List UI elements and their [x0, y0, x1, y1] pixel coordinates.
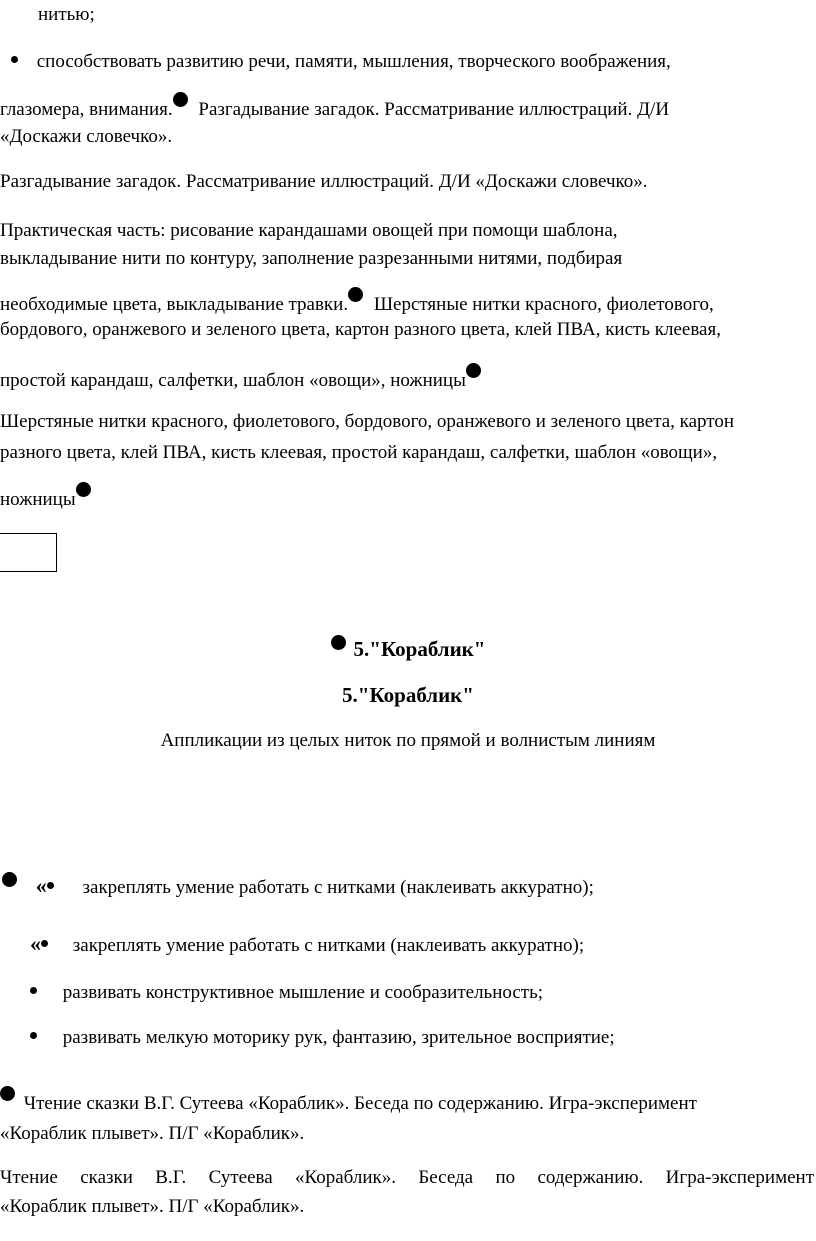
text-line [0, 1086, 697, 1113]
bullet-icon [2, 872, 17, 887]
text-line [0, 482, 91, 509]
section-heading [0, 635, 816, 662]
empty-box [0, 533, 57, 572]
text-line: бордового, оранжевого и зеленого цвета, картон разного цвета, клей ПВА, кисть клеевая, [0, 319, 721, 340]
text-fragment: глазомера, внимания. [0, 99, 173, 120]
list-item-text: развивать мелкую моторику рук, фантазию, зрительное восприятие; [62, 1027, 615, 1048]
list-item [0, 1028, 615, 1047]
bullet-icon [76, 482, 91, 497]
bullet-icon [466, 363, 481, 378]
bullet-icon [47, 882, 54, 889]
bullet-icon [173, 92, 188, 107]
text-fragment: ножницы [0, 489, 76, 510]
quote-mark: « [30, 931, 41, 956]
heading-text: 5."Кораблик" [353, 637, 486, 661]
text-line: Шерстяные нитки красного, фиолетового, бордового, оранжевого и зеленого цвета, картон [0, 411, 735, 432]
list-item-text: закреплять умение работать с нитками (наклеивать аккуратно); [72, 935, 585, 956]
text-line: «Кораблик плывет». П/Г «Кораблик». [0, 1123, 305, 1144]
text-line: выкладывание нити по контуру, заполнение разрезанными нитями, подбирая [0, 248, 623, 269]
bullet-icon [0, 1086, 15, 1101]
text-line: Чтение сказки В.Г. Сутеева «Кораблик». Беседа по содержанию. Игра-эксперимент [0, 1167, 814, 1188]
list-item [0, 983, 543, 1002]
list-item [0, 872, 594, 897]
text-line [0, 287, 714, 314]
text-line: «Кораблик плывет». П/Г «Кораблик». [0, 1196, 305, 1217]
text-fragment: Разгадывание загадок. Рассматривание иллюстраций. Д/И [198, 99, 670, 120]
list-item [0, 52, 671, 71]
bullet-icon [331, 635, 346, 650]
text-line [0, 92, 669, 119]
text-line: «Доскажи словечко». [0, 126, 173, 147]
text-line: разного цвета, клей ПВА, кисть клеевая, простой карандаш, салфетки, шаблон «овощи», [0, 442, 718, 463]
bullet-icon [11, 56, 18, 63]
quote-mark: « [35, 873, 47, 898]
list-item [0, 933, 584, 955]
text-fragment: простой карандаш, салфетки, шаблон «овощи», ножницы [0, 370, 466, 391]
text-fragment: необходимые цвета, выкладывание травки. [0, 294, 349, 315]
text-line: нитью; [38, 4, 95, 25]
text-line: Практическая часть: рисование карандашами овощей при помощи шаблона, [0, 220, 618, 241]
bullet-icon [30, 987, 37, 994]
bullet-icon [30, 1032, 37, 1039]
list-item-text: способствовать развитию речи, памяти, мышления, творческого воображения, [36, 51, 671, 72]
subtitle: Аппликации из целых ниток по прямой и волнистым линиям [160, 730, 656, 751]
list-item-text: развивать конструктивное мышление и сообразительность; [62, 982, 544, 1003]
list-item-text: закреплять умение работать с нитками (наклеивать аккуратно); [82, 877, 594, 898]
section-heading: 5."Кораблик" [342, 683, 474, 707]
bullet-icon [348, 287, 363, 302]
bullet-icon [41, 940, 48, 947]
text-fragment: Чтение сказки В.Г. Сутеева «Кораблик». Беседа по содержанию. Игра-эксперимент [23, 1093, 697, 1114]
text-line: Разгадывание загадок. Рассматривание иллюстраций. Д/И «Доскажи словечко». [0, 171, 648, 192]
text-fragment: Шерстяные нитки красного, фиолетового, [373, 294, 714, 315]
text-line [0, 363, 481, 390]
